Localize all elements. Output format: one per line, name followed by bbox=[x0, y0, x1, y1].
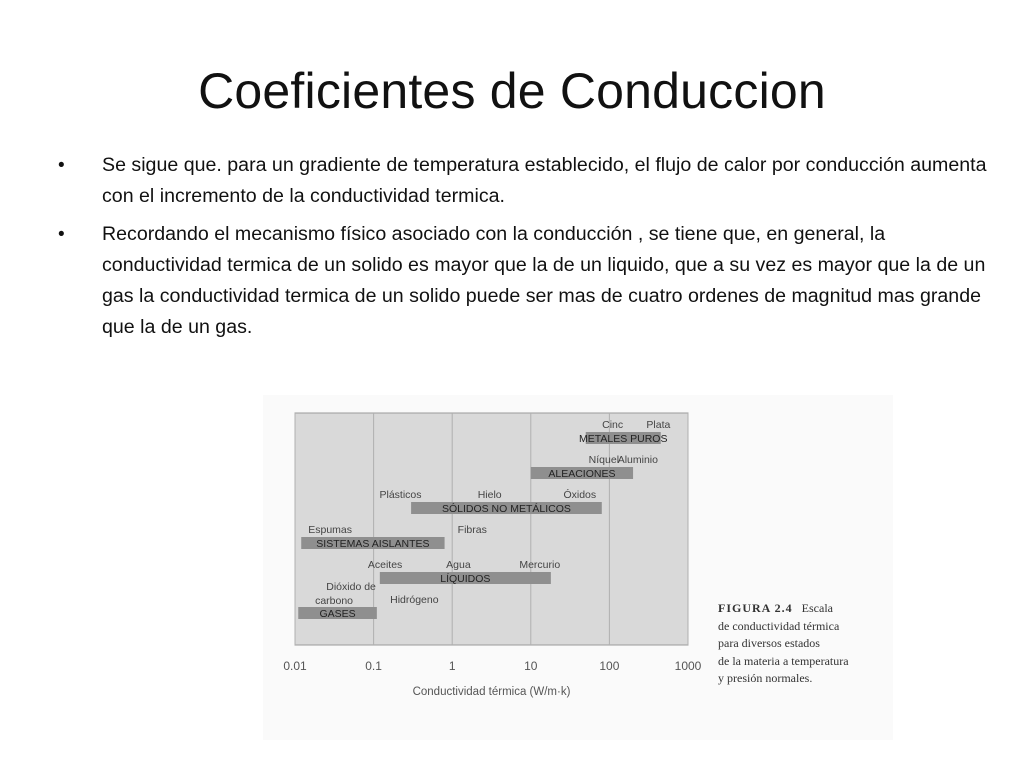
material-label: Agua bbox=[446, 559, 471, 571]
material-label: Aluminio bbox=[617, 454, 658, 466]
bullet-icon: • bbox=[58, 155, 65, 176]
material-label: Dióxido de bbox=[326, 581, 376, 593]
material-label: Mercurio bbox=[519, 559, 561, 571]
bullet-list bbox=[58, 150, 1008, 350]
category-name: LÍQUIDOS bbox=[440, 573, 491, 585]
category-name: ALEACIONES bbox=[548, 468, 616, 480]
material-label: Níquel bbox=[588, 454, 620, 466]
caption-line: para diversos estados bbox=[718, 636, 820, 650]
material-label: Plásticos bbox=[379, 489, 422, 501]
bullet-icon: • bbox=[58, 224, 65, 245]
category-name: SISTEMAS AISLANTES bbox=[316, 538, 430, 550]
x-tick-label: 1000 bbox=[674, 659, 702, 673]
figure-label: FIGURA 2.4 bbox=[718, 601, 793, 615]
x-tick-label: 1 bbox=[448, 659, 456, 673]
material-label: Hidrógeno bbox=[390, 594, 439, 606]
caption-heading bbox=[718, 600, 893, 618]
figure bbox=[263, 395, 893, 740]
material-label: Aceites bbox=[367, 559, 403, 571]
material-label: Espumas bbox=[308, 524, 353, 536]
material-label: Hielo bbox=[477, 489, 502, 501]
caption-line: y presión normales. bbox=[718, 671, 813, 685]
bullet-item bbox=[58, 150, 1008, 212]
material-label: Cinc bbox=[602, 419, 624, 431]
category-name: METALES PUROS bbox=[578, 433, 668, 445]
category-name: SÓLIDOS NO METÁLICOS bbox=[441, 503, 571, 515]
caption-first-word: Escala bbox=[801, 601, 833, 615]
caption-line: de la materia a temperatura bbox=[718, 653, 849, 668]
x-axis-label: Conductividad térmica (W/m·k) bbox=[412, 686, 571, 698]
x-tick-label: 0.1 bbox=[365, 659, 382, 673]
conductivity-chart bbox=[263, 395, 718, 740]
bullet-text: Se sigue que. para un gradiente de temperatura establecido, el flujo de calor por conducción aumenta con el incremento de la conductividad termica. bbox=[102, 154, 987, 207]
figure-caption bbox=[718, 600, 893, 688]
category-name: GASES bbox=[319, 608, 356, 620]
material-label: Fibras bbox=[457, 524, 487, 536]
material-label: carbono bbox=[315, 595, 354, 607]
material-label: Plata bbox=[646, 419, 671, 431]
caption-line: de conductividad térmica bbox=[718, 618, 840, 633]
bullet-text: Recordando el mecanismo físico asociado con la conducción , se tiene que, en general, la conductividad termica de un solido es mayor que la de un liquido, que a su vez es mayor que la de un gas la conductividad termica de un solido puede ser mas de cuatro ordenes de magnitud mas grande que la de un gas. bbox=[102, 223, 986, 338]
material-label: Óxidos bbox=[563, 489, 597, 501]
x-tick-label: 10 bbox=[524, 659, 538, 673]
page-title: Coeficientes de Conduccion bbox=[198, 63, 826, 119]
x-tick-label: 100 bbox=[599, 659, 620, 673]
x-tick-label: 0.01 bbox=[283, 659, 307, 673]
bullet-item bbox=[58, 219, 1008, 343]
